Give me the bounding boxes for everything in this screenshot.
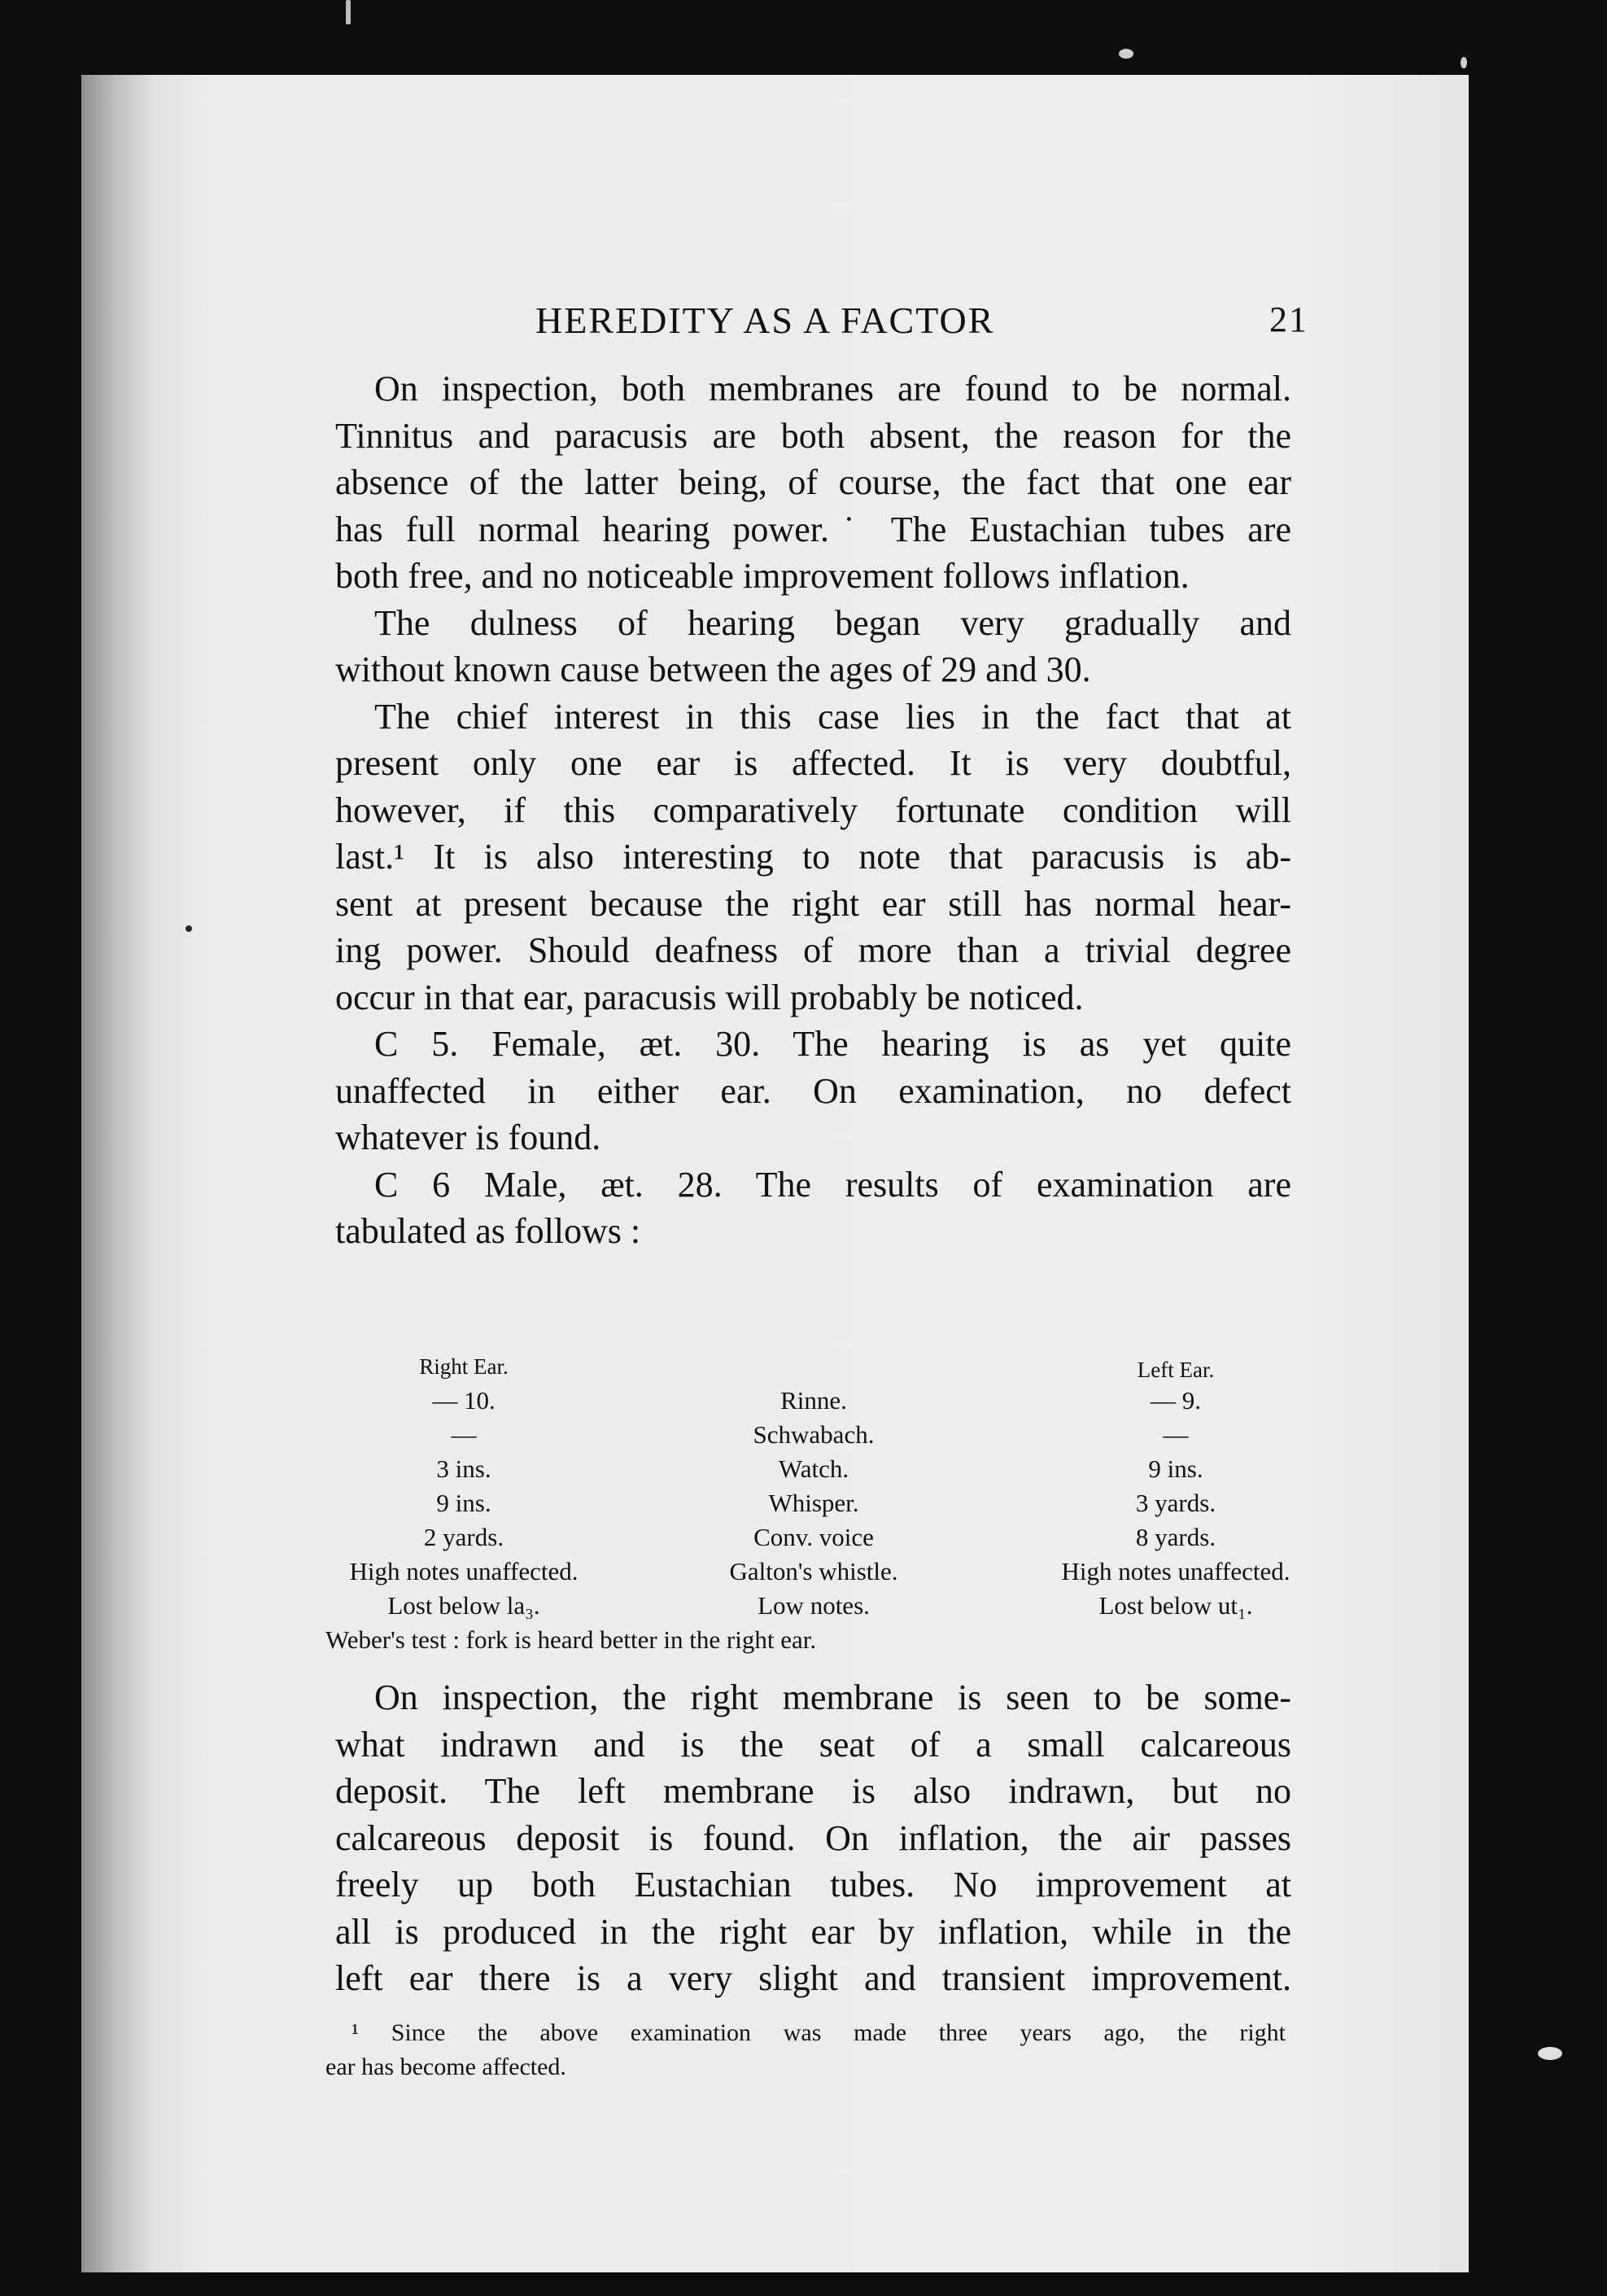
book-page xyxy=(81,75,1469,2272)
cell-test: Low notes. xyxy=(758,1591,870,1620)
text-line: both free, and no noticeable improvement follows inflation. xyxy=(335,556,1190,596)
scan-speck xyxy=(1538,2047,1562,2060)
cell-right: High notes unaffected. xyxy=(349,1557,579,1585)
cell-left: 9 ins. xyxy=(1148,1454,1203,1483)
text-line: C 6 Male, æt. 28. The results of examination are xyxy=(374,1164,1291,1205)
text-line: occur in that ear, paracusis will probably be noticed. xyxy=(335,977,1084,1017)
text-line: present only one ear is affected. It is very doubtful, xyxy=(335,743,1291,783)
text-line: ing power. Should deafness of more than a trivial degree xyxy=(335,930,1291,970)
cell-test: Watch. xyxy=(778,1454,849,1483)
cell-test: Conv. voice xyxy=(753,1523,874,1551)
text-line: without known cause between the ages of 29 and 30. xyxy=(335,649,1091,689)
cell-right: — 10. xyxy=(432,1386,496,1415)
paragraph-case-5 xyxy=(335,1021,1291,1161)
paragraph-dulness xyxy=(335,600,1291,693)
cell-left: 3 yards. xyxy=(1135,1489,1216,1517)
text-line: last.¹ It is also interesting to note that paracusis is ab- xyxy=(335,837,1291,877)
page-number: 21 xyxy=(1269,300,1308,339)
text-line: The chief interest in this case lies in the fact that at xyxy=(374,696,1291,737)
text-line: all is produced in the right ear by inflation, while in the xyxy=(335,1911,1291,1952)
text-line: calcareous deposit is found. On inflation, the air passes xyxy=(335,1817,1291,1858)
cell-test: Galton's whistle. xyxy=(729,1557,898,1585)
text-line: On inspection, both membranes are found to be normal. xyxy=(374,369,1291,409)
scan-speck xyxy=(1119,49,1133,59)
cell-left: 8 yards. xyxy=(1135,1523,1216,1551)
table-row xyxy=(325,1589,1302,1623)
text-line: unaffected in either ear. On examination, no defect xyxy=(335,1070,1291,1111)
cell-test: Whisper. xyxy=(768,1489,859,1517)
paragraph-inspection xyxy=(335,365,1291,600)
text-line: has full normal hearing power.˙ The Eustachian tubes are xyxy=(335,509,1291,549)
footnote-line: ear has become affected. xyxy=(325,2053,566,2080)
cell-left: — 9. xyxy=(1151,1386,1201,1415)
text-line: The dulness of hearing began very gradually and xyxy=(374,602,1291,643)
table-row xyxy=(325,1555,1302,1589)
text-line: sent at present because the right ear still has normal hear- xyxy=(335,883,1291,924)
text-line: however, if this comparatively fortunate condition will xyxy=(335,789,1291,830)
text-line: left ear there is a very slight and transient improvement. xyxy=(335,1958,1291,1998)
header-left-ear: Left Ear. xyxy=(1137,1358,1215,1382)
cell-test: Schwabach. xyxy=(753,1420,875,1449)
body-text-bottom xyxy=(335,1674,1291,2002)
table-row xyxy=(325,1418,1302,1452)
weber-test-note: Weber's test : fork is heard better in the right ear. xyxy=(325,1625,817,1654)
scan-speck xyxy=(186,925,192,932)
table-row xyxy=(325,1520,1302,1555)
text-line: Tinnitus and paracusis are both absent, the reason for the xyxy=(335,415,1291,456)
running-header xyxy=(535,299,1308,356)
cell-right: — xyxy=(451,1420,477,1449)
header-right-ear: Right Ear. xyxy=(419,1354,509,1379)
examination-table xyxy=(325,1349,1302,1657)
table-header-row xyxy=(325,1349,1302,1384)
text-line: deposit. The left membrane is also indrawn, but no xyxy=(335,1771,1291,1811)
scan-speck xyxy=(1461,57,1467,68)
footnote-line: ¹ Since the above examination was made three years ago, the right xyxy=(352,2019,1286,2046)
cell-left: Lost below ut₁. xyxy=(1098,1591,1253,1620)
table-row xyxy=(325,1384,1302,1418)
cell-left: — xyxy=(1163,1420,1189,1449)
cell-right: Lost below la₃. xyxy=(387,1591,540,1620)
cell-left: High notes unaffected. xyxy=(1061,1557,1290,1585)
text-line: absence of the latter being, of course, the fact that one ear xyxy=(335,462,1291,502)
text-line: freely up both Eustachian tubes. No improvement at xyxy=(335,1865,1291,1905)
body-text-top xyxy=(335,365,1291,1255)
running-title: HEREDITY AS A FACTOR xyxy=(535,300,995,341)
cell-right: 3 ins. xyxy=(436,1454,491,1483)
weber-row xyxy=(325,1623,1302,1657)
text-line: whatever is found. xyxy=(335,1117,601,1157)
table-row xyxy=(325,1486,1302,1520)
text-line: C 5. Female, æt. 30. The hearing is as yet quite xyxy=(374,1024,1291,1064)
cell-test: Rinne. xyxy=(780,1386,847,1415)
footnote xyxy=(325,2016,1286,2084)
paragraph-chief-interest xyxy=(335,693,1291,1021)
cell-right: 2 yards. xyxy=(423,1523,504,1551)
text-line: tabulated as follows : xyxy=(335,1211,641,1251)
text-line: On inspection, the right membrane is seen to be some- xyxy=(374,1677,1291,1717)
cell-right: 9 ins. xyxy=(436,1489,491,1517)
scan-speck xyxy=(346,0,351,24)
paragraph-case-6 xyxy=(335,1161,1291,1255)
text-line: what indrawn and is the seat of a small calcareous xyxy=(335,1724,1291,1765)
table-row xyxy=(325,1452,1302,1486)
